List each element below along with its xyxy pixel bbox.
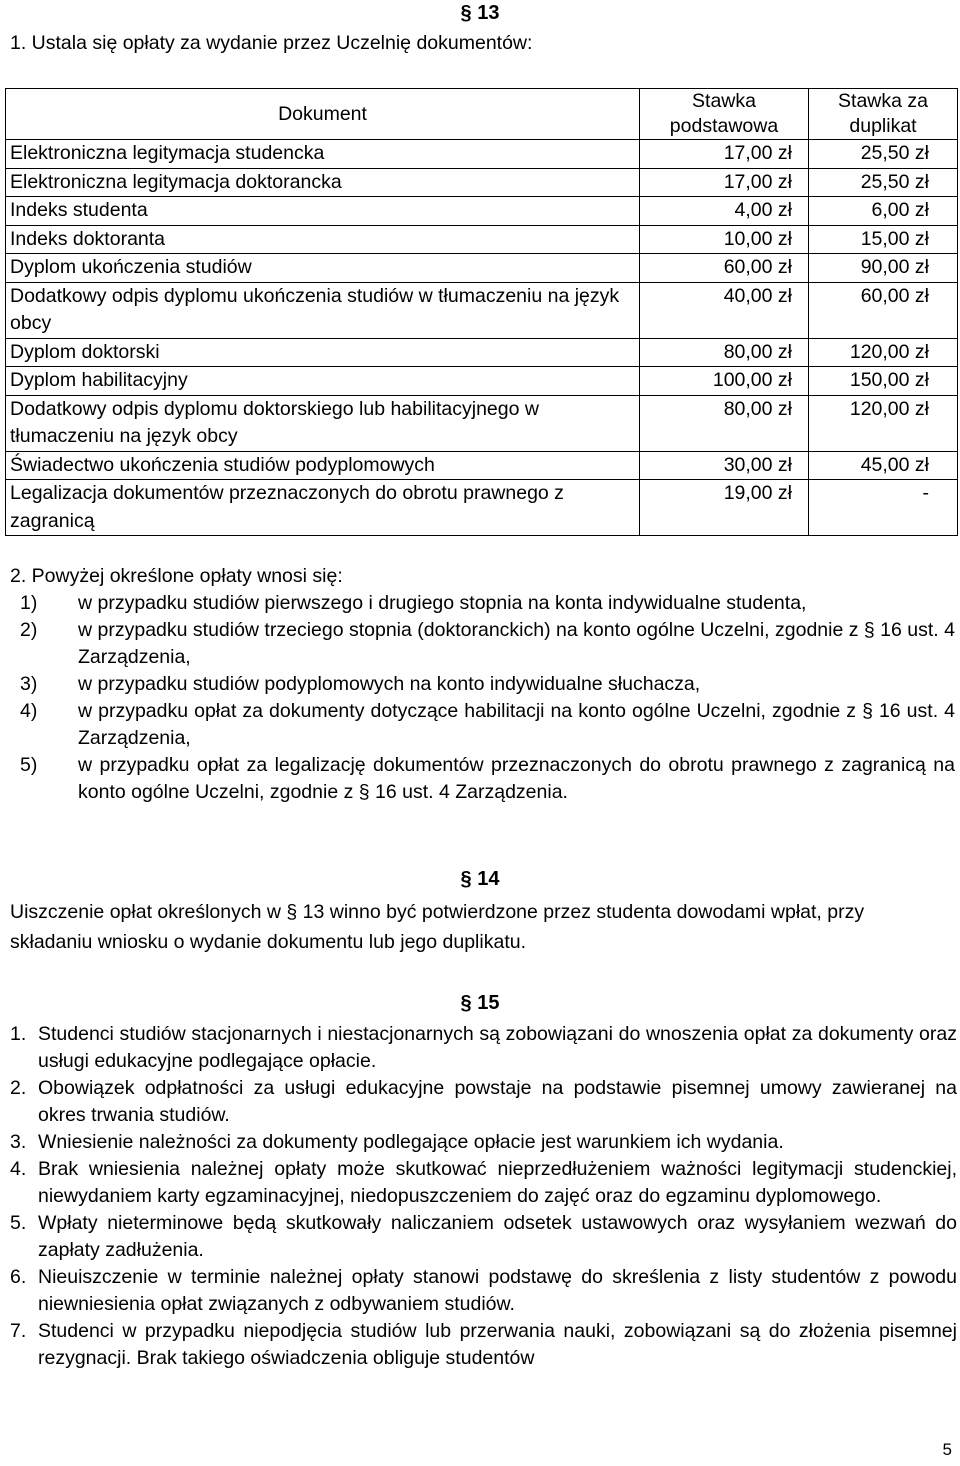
list-item-number: 3) — [20, 673, 38, 695]
table-row — [6, 367, 958, 396]
list-item-text: Nieuiszczenie w terminie należnej opłaty stanowi podstawę do skreślenia z listy studentów z powodu niewniesienia opłat związanych z odbywaniem studiów. — [38, 1266, 957, 1315]
list-item — [10, 1318, 957, 1372]
cell-base-rate: 17,00 zł — [640, 140, 809, 169]
table-row — [6, 480, 958, 536]
table-row — [6, 168, 958, 197]
point-2-list — [10, 590, 955, 806]
cell-base-rate: 80,00 zł — [640, 395, 809, 451]
list-item — [10, 752, 955, 806]
table-row — [6, 197, 958, 226]
cell-base-rate: 40,00 zł — [640, 282, 809, 338]
table-row — [6, 254, 958, 283]
list-item-number: 2. — [10, 1077, 27, 1099]
list-item-text: Wniesienie należności za dokumenty podlegające opłacie jest warunkiem ich wydania. — [38, 1131, 784, 1153]
table-row — [6, 338, 958, 367]
list-item — [10, 617, 955, 671]
cell-document: Dodatkowy odpis dyplomu ukończenia studiów w tłumaczeniu na język obcy — [6, 282, 640, 338]
point-2-lead: 2. Powyżej określone opłaty wnosi się: — [10, 565, 343, 587]
fees-table-body — [6, 140, 958, 536]
list-item — [10, 1210, 957, 1264]
list-item — [10, 698, 955, 752]
list-item-text: Studenci studiów stacjonarnych i niestacjonarnych są zobowiązani do wnoszenia opłat za dokumenty oraz usługi edukacyjne podlegające opłacie. — [38, 1023, 957, 1072]
list-item — [10, 1129, 957, 1156]
cell-base-rate: 4,00 zł — [640, 197, 809, 226]
table-row — [6, 282, 958, 338]
cell-document: Indeks studenta — [6, 197, 640, 226]
intro-paragraph: 1. Ustala się opłaty za wydanie przez Uczelnię dokumentów: — [10, 32, 533, 54]
cell-duplicate-rate: 15,00 zł — [809, 225, 958, 254]
cell-base-rate: 19,00 zł — [640, 480, 809, 536]
list-item — [10, 1264, 957, 1318]
cell-document: Elektroniczna legitymacja studencka — [6, 140, 640, 169]
cell-duplicate-rate: 60,00 zł — [809, 282, 958, 338]
cell-document: Świadectwo ukończenia studiów podyplomowych — [6, 451, 640, 480]
section-14-paragraph: Uiszczenie opłat określonych w § 13 winno być potwierdzone przez studenta dowodami wpłat, przy składaniu wniosku o wydanie dokumentu lub jego duplikatu. — [10, 901, 865, 953]
fees-table — [5, 88, 958, 536]
header-duplicate-rate: Stawka za duplikat — [809, 89, 958, 140]
list-item — [10, 1156, 957, 1210]
list-item-text: Obowiązek odpłatności za usługi edukacyjne powstaje na podstawie pisemnej umowy zawieranej na okres trwania studiów. — [38, 1077, 957, 1126]
cell-duplicate-rate: - — [809, 480, 958, 536]
list-item-text: w przypadku opłat za dokumenty dotyczące habilitacji na konto ogólne Uczelni, zgodnie z § 16 ust. 4 Zarządzenia, — [78, 700, 955, 749]
cell-duplicate-rate: 25,50 zł — [809, 168, 958, 197]
cell-duplicate-rate: 120,00 zł — [809, 338, 958, 367]
list-item-number: 3. — [10, 1131, 27, 1153]
list-item-number: 7. — [10, 1320, 27, 1342]
header-base-rate: Stawka podstawowa — [640, 89, 809, 140]
cell-base-rate: 60,00 zł — [640, 254, 809, 283]
list-item-text: w przypadku studiów pierwszego i drugiego stopnia na konta indywidualne studenta, — [78, 592, 807, 614]
section-heading-13: § 13 — [460, 2, 500, 24]
cell-duplicate-rate: 120,00 zł — [809, 395, 958, 451]
cell-duplicate-rate: 45,00 zł — [809, 451, 958, 480]
page-number: 5 — [942, 1440, 952, 1459]
table-row — [6, 451, 958, 480]
cell-base-rate: 100,00 zł — [640, 367, 809, 396]
list-item-number: 5. — [10, 1212, 27, 1234]
list-item-number: 1) — [20, 592, 38, 614]
cell-base-rate: 17,00 zł — [640, 168, 809, 197]
table-row — [6, 140, 958, 169]
list-item — [10, 590, 955, 617]
cell-base-rate: 10,00 zł — [640, 225, 809, 254]
list-item — [10, 671, 955, 698]
list-item-number: 4. — [10, 1158, 27, 1180]
cell-document: Indeks doktoranta — [6, 225, 640, 254]
section-15-list — [10, 1021, 957, 1372]
cell-document: Elektroniczna legitymacja doktorancka — [6, 168, 640, 197]
header-document: Dokument — [6, 89, 640, 140]
list-item-text: w przypadku studiów podyplomowych na konto indywidualne słuchacza, — [78, 673, 701, 695]
section-heading-15: § 15 — [460, 992, 500, 1014]
list-item-text: Brak wniesienia należnej opłaty może skutkować nieprzedłużeniem ważności legitymacji studenckiej, niewydaniem karty egzaminacyjnej, niedopuszczeniem do zajęć oraz do egzaminu dyplomowego. — [38, 1158, 957, 1207]
table-header-row — [6, 89, 958, 140]
list-item-text: Studenci w przypadku niepodjęcia studiów lub przerwania nauki, zobowiązani są do złożenia pisemnej rezygnacji. Brak takiego oświadczenia obliguje studentów — [38, 1320, 957, 1369]
cell-document: Dyplom habilitacyjny — [6, 367, 640, 396]
list-item-text: w przypadku studiów trzeciego stopnia (doktoranckich) na konto ogólne Uczelni, zgodnie z § 16 ust. 4 Zarządzenia, — [78, 619, 955, 668]
list-item-number: 5) — [20, 754, 38, 776]
cell-duplicate-rate: 6,00 zł — [809, 197, 958, 226]
cell-document: Dyplom ukończenia studiów — [6, 254, 640, 283]
cell-document: Legalizacja dokumentów przeznaczonych do obrotu prawnego z zagranicą — [6, 480, 640, 536]
cell-duplicate-rate: 25,50 zł — [809, 140, 958, 169]
list-item-number: 1. — [10, 1023, 27, 1045]
cell-document: Dodatkowy odpis dyplomu doktorskiego lub habilitacyjnego w tłumaczeniu na język obcy — [6, 395, 640, 451]
list-item-text: Wpłaty nieterminowe będą skutkowały naliczaniem odsetek ustawowych oraz wysyłaniem wezwań do zapłaty zadłużenia. — [38, 1212, 957, 1261]
list-item-number: 4) — [20, 700, 38, 722]
cell-duplicate-rate: 90,00 zł — [809, 254, 958, 283]
list-item-text: w przypadku opłat za legalizację dokumentów przeznaczonych do obrotu prawnego z zagranicą na konto ogólne Uczelni, zgodnie z § 16 ust. 4 Zarządzenia. — [78, 754, 955, 803]
list-item — [10, 1075, 957, 1129]
point-2 — [10, 563, 955, 806]
cell-document: Dyplom doktorski — [6, 338, 640, 367]
section-heading-14: § 14 — [460, 868, 500, 890]
table-row — [6, 395, 958, 451]
cell-duplicate-rate: 150,00 zł — [809, 367, 958, 396]
list-item — [10, 1021, 957, 1075]
table-row — [6, 225, 958, 254]
list-item-number: 2) — [20, 619, 38, 641]
cell-base-rate: 30,00 zł — [640, 451, 809, 480]
cell-base-rate: 80,00 zł — [640, 338, 809, 367]
list-item-number: 6. — [10, 1266, 27, 1288]
